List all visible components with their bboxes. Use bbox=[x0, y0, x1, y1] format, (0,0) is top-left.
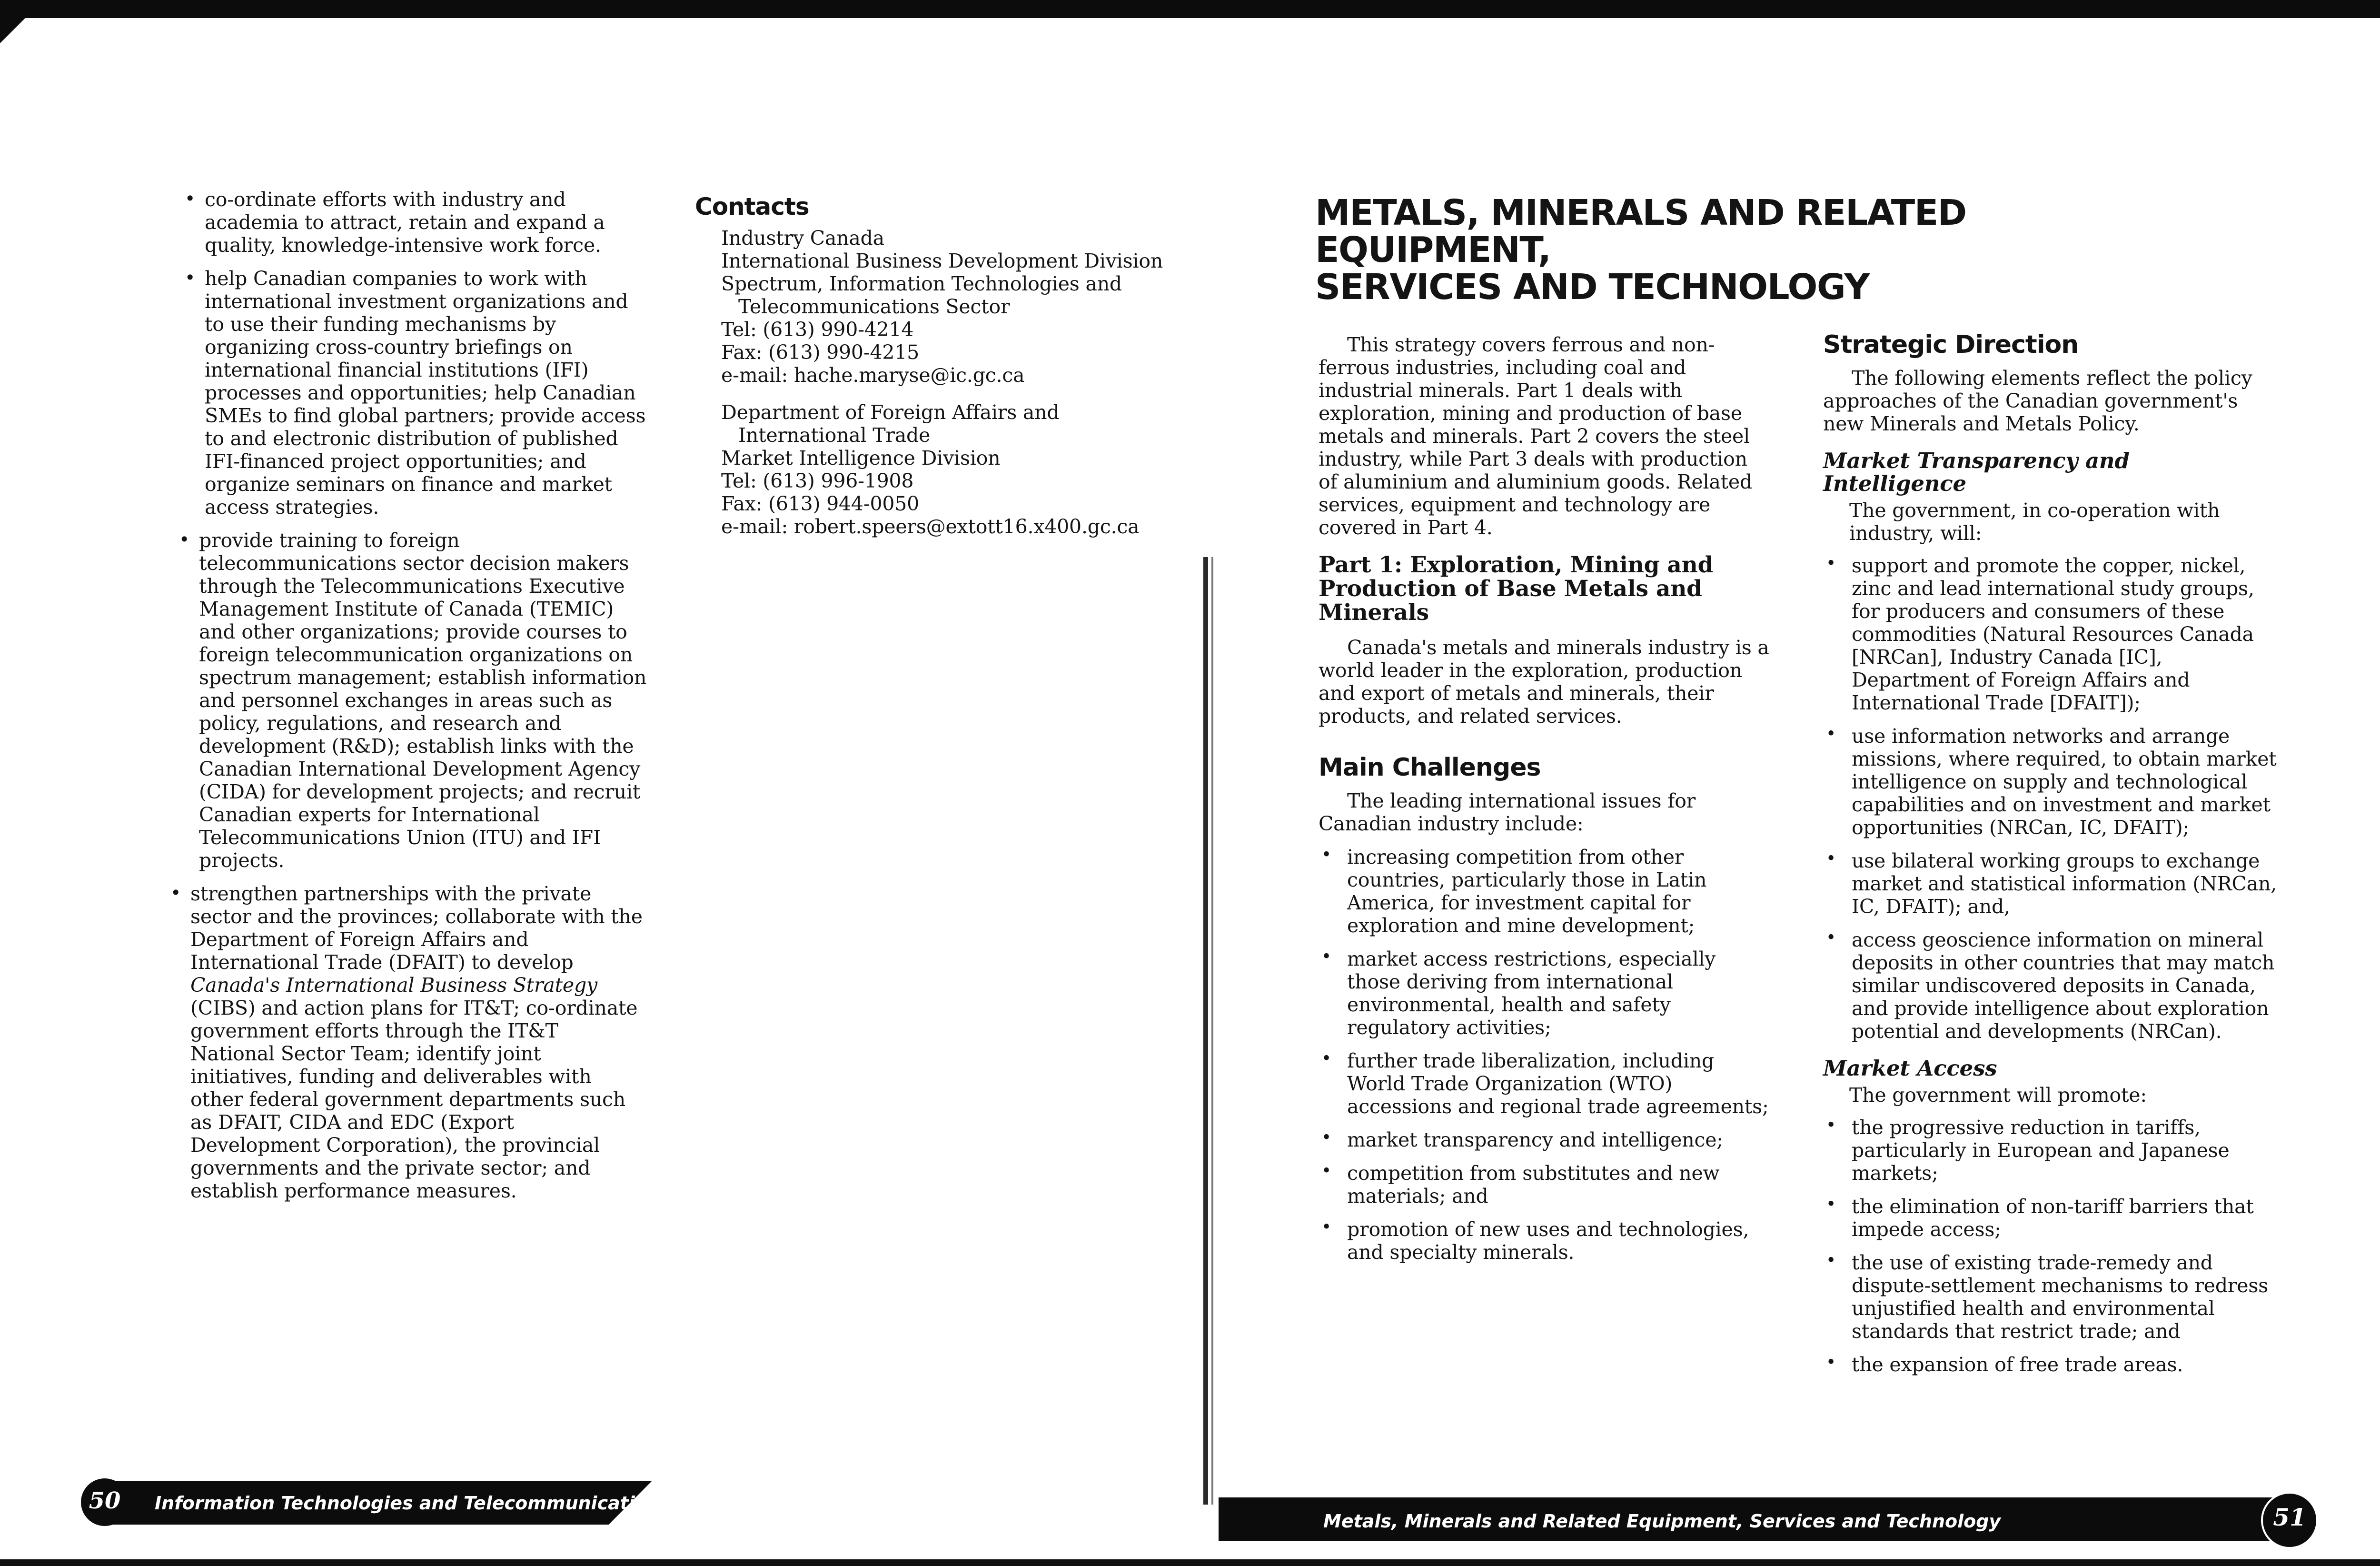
left-page-bullet-list bbox=[171, 188, 647, 1213]
page-title bbox=[1315, 194, 2172, 306]
contact-line: International Business Development Division bbox=[721, 249, 1163, 272]
list-item bbox=[1823, 1251, 2280, 1343]
bullet-text: the expansion of free trade areas. bbox=[1852, 1353, 2183, 1376]
list-item bbox=[1823, 1195, 2280, 1241]
contact-line: International Trade bbox=[738, 424, 931, 447]
list-item bbox=[157, 882, 647, 1202]
bullet-text: competition from substitutes and new materials; and bbox=[1347, 1162, 1720, 1207]
list-item bbox=[1823, 554, 2280, 714]
contact-fax: Fax: (613) 990-4215 bbox=[721, 341, 920, 364]
bullet-icon: • bbox=[179, 529, 190, 550]
market-transparency-intro: The government, in co-operation with industry, will: bbox=[1849, 499, 2220, 545]
contact-fax: Fax: (613) 944-0050 bbox=[721, 492, 920, 515]
list-item bbox=[1823, 725, 2280, 839]
bullet-icon: • bbox=[1321, 845, 1332, 865]
list-item bbox=[1319, 1049, 1771, 1118]
page-number: 51 bbox=[2273, 1503, 2306, 1531]
bullet-text: market transparency and intelligence; bbox=[1347, 1128, 1723, 1151]
list-item bbox=[1319, 1128, 1771, 1151]
list-item bbox=[1823, 849, 2280, 918]
contact-block-dfait bbox=[721, 401, 1219, 538]
bullet-text-part1: strengthen partnerships with the private sector and the provinces; collaborate with the Department of Foreign Affairs and International Trade (DFAIT) to develop bbox=[190, 882, 643, 974]
contact-phone: Tel: (613) 996-1908 bbox=[721, 469, 914, 492]
bullet-text: the elimination of non-tariff barriers that impede access; bbox=[1852, 1195, 2254, 1241]
market-access-heading: Market Access bbox=[1823, 1056, 1997, 1081]
bullet-icon: • bbox=[1826, 1251, 1836, 1270]
book-gutter bbox=[1203, 557, 1208, 1505]
page-number: 50 bbox=[89, 1487, 121, 1514]
bullet-icon: • bbox=[1826, 1116, 1836, 1135]
contact-email: e-mail: robert.speers@extott16.x400.gc.ca bbox=[721, 515, 1140, 538]
bullet-text: help Canadian companies to work with international investment organizations and to use their funding mechanisms by organizing cross-country briefings on international financial institutions (IFI) processes and opportunities; help Canadian SMEs to find global partners; provide access to and electronic distribution of published IFI-financed project opportunities; and organize seminars on finance and market access strategies. bbox=[205, 267, 646, 519]
list-item bbox=[1319, 846, 1771, 937]
bullet-text: further trade liberalization, including World Trade Organization (WTO) accessions and regional trade agreements; bbox=[1347, 1049, 1769, 1118]
bottom-scan-edge bbox=[0, 1559, 2380, 1566]
bullet-text: use information networks and arrange missions, where required, to obtain market intelligence on supply and technological capabilities and on investment and market opportunities (NRCan, IC, DFAIT); bbox=[1852, 725, 2277, 839]
right-page-column-2 bbox=[1823, 330, 2280, 1386]
part1-paragraph: Canada's metals and minerals industry is a world leader in the exploration, production and export of metals and minerals, their products, and related services. bbox=[1319, 636, 1769, 728]
left-page-footer bbox=[81, 1476, 676, 1528]
contact-block-industry-canada bbox=[721, 227, 1219, 387]
contact-line: Department of Foreign Affairs and bbox=[721, 401, 1060, 424]
bullet-icon: • bbox=[1826, 1353, 1836, 1372]
bullet-text: provide training to foreign telecommunications sector decision makers through the Telecommunications Executive Management Institute of Canada (TEMIC) and other organizations; provide courses to foreign telecommunication organizations on spectrum management; establish information and personnel exchanges in areas such as policy, regulations, and research and development (R&D); establish links with the Canadian International Development Agency (CIDA) for development projects; and recruit Canadian experts for International Telecommunications Union (ITU) and IFI projects. bbox=[199, 529, 647, 872]
list-item bbox=[1823, 928, 2280, 1043]
list-item bbox=[1823, 1116, 2280, 1185]
right-page-column-1 bbox=[1319, 333, 1771, 1274]
contact-line: Telecommunications Sector bbox=[738, 295, 1010, 318]
list-item bbox=[1319, 1218, 1771, 1264]
bullet-icon: • bbox=[1826, 849, 1836, 868]
list-item bbox=[1823, 1353, 2280, 1376]
list-item bbox=[166, 529, 647, 872]
bullet-text: the use of existing trade-remedy and dispute-settlement mechanisms to redress unjustified health and environmental standards that restrict trade; and bbox=[1852, 1251, 2269, 1343]
bullet-icon: • bbox=[1321, 947, 1332, 967]
bullet-icon: • bbox=[1826, 928, 1836, 948]
list-item bbox=[1319, 1162, 1771, 1207]
page-title-line2: SERVICES AND TECHNOLOGY bbox=[1315, 267, 1869, 308]
contact-line: Market Intelligence Division bbox=[721, 447, 1001, 469]
bullet-icon: • bbox=[170, 882, 181, 903]
bullet-icon: • bbox=[1826, 1195, 1836, 1214]
bullet-icon: • bbox=[185, 267, 196, 288]
right-page-footer bbox=[1219, 1497, 2313, 1550]
intro-paragraph: This strategy covers ferrous and non-ferrous industries, including coal and industrial minerals. Part 1 deals with exploration, mining and production of base metals and minerals. Part 2 covers the steel industry, while Part 3 deals with production of aluminium and aluminium goods. Related services, equipment and technology are covered in Part 4. bbox=[1319, 333, 1753, 539]
bullet-icon: • bbox=[1321, 1128, 1332, 1147]
footer-section-title: Metals, Minerals and Related Equipment, Services and Technology bbox=[1323, 1511, 2001, 1532]
bullet-icon: • bbox=[1826, 724, 1836, 744]
book-gutter-line bbox=[1211, 557, 1213, 1505]
contacts-heading: Contacts bbox=[695, 193, 809, 220]
footer-section-title: Information Technologies and Telecommunication bbox=[155, 1493, 661, 1514]
strategic-direction-intro: The following elements reflect the policy approaches of the Canadian government's new Minerals and Metals Policy. bbox=[1823, 367, 2252, 435]
list-item bbox=[171, 267, 647, 519]
main-challenges-intro: The leading international issues for Canadian industry include: bbox=[1319, 789, 1696, 835]
bullet-icon: • bbox=[1321, 1161, 1332, 1181]
part1-heading: Part 1: Exploration, Mining and Production of Base Metals and Minerals bbox=[1319, 552, 1714, 626]
bullet-text: co-ordinate efforts with industry and academia to attract, retain and expand a quality, knowledge-intensive work force. bbox=[205, 188, 605, 257]
page-title-line1: METALS, MINERALS AND RELATED EQUIPMENT, bbox=[1315, 192, 1966, 270]
bullet-text: increasing competition from other countries, particularly those in Latin America, for investment capital for exploration and mine development; bbox=[1347, 846, 1707, 937]
contact-line: Industry Canada bbox=[721, 227, 884, 249]
contact-line: Spectrum, Information Technologies and bbox=[721, 272, 1122, 295]
top-scan-edge bbox=[0, 0, 2380, 18]
bullet-icon: • bbox=[1321, 1217, 1332, 1237]
bullet-icon: • bbox=[185, 188, 196, 209]
main-challenges-heading: Main Challenges bbox=[1319, 753, 1541, 782]
bullet-text: promotion of new uses and technologies, and specialty minerals. bbox=[1347, 1218, 1749, 1264]
list-item bbox=[171, 188, 647, 257]
scan-corner-shadow bbox=[0, 0, 43, 43]
bullet-text: support and promote the copper, nickel, zinc and lead international study groups, for producers and consumers of these commodities (Natural Resources Canada [NRCan], Industry Canada [IC], Department of Foreign Affairs and International Trade [DFAIT]); bbox=[1852, 554, 2254, 714]
market-access-intro: The government will promote: bbox=[1849, 1084, 2147, 1107]
bullet-text: the progressive reduction in tariffs, particularly in European and Japanese markets; bbox=[1852, 1116, 2230, 1185]
bullet-text-italic: Canada's International Business Strategy bbox=[190, 974, 597, 997]
list-item bbox=[1319, 948, 1771, 1039]
bullet-icon: • bbox=[1321, 1049, 1332, 1068]
bullet-text: access geoscience information on mineral deposits in other countries that may match similar undiscovered deposits in Canada, and provide intelligence about exploration potential and developments (NRCan). bbox=[1852, 928, 2275, 1043]
bullet-text: market access restrictions, especially those deriving from international environmental, health and safety regulatory activities; bbox=[1347, 948, 1716, 1039]
market-transparency-heading: Market Transparency and Intelligence bbox=[1823, 448, 2130, 496]
contacts-section bbox=[695, 195, 1219, 552]
contact-email: e-mail: hache.maryse@ic.gc.ca bbox=[721, 364, 1025, 387]
strategic-direction-heading: Strategic Direction bbox=[1823, 330, 2079, 359]
contact-phone: Tel: (613) 990-4214 bbox=[721, 318, 914, 341]
bullet-text-part2: (CIBS) and action plans for IT&T; co-ordinate government efforts through the IT&T National Sector Team; identify joint initiatives, funding and deliverables with other federal government departments such as DFAIT, CIDA and EDC (Export Development Corporation), the provincial governments and the private sector; and establish performance measures. bbox=[190, 997, 638, 1202]
bullet-text: use bilateral working groups to exchange market and statistical information (NRCan, IC, DFAIT); and, bbox=[1852, 849, 2277, 918]
bullet-icon: • bbox=[1826, 554, 1836, 573]
